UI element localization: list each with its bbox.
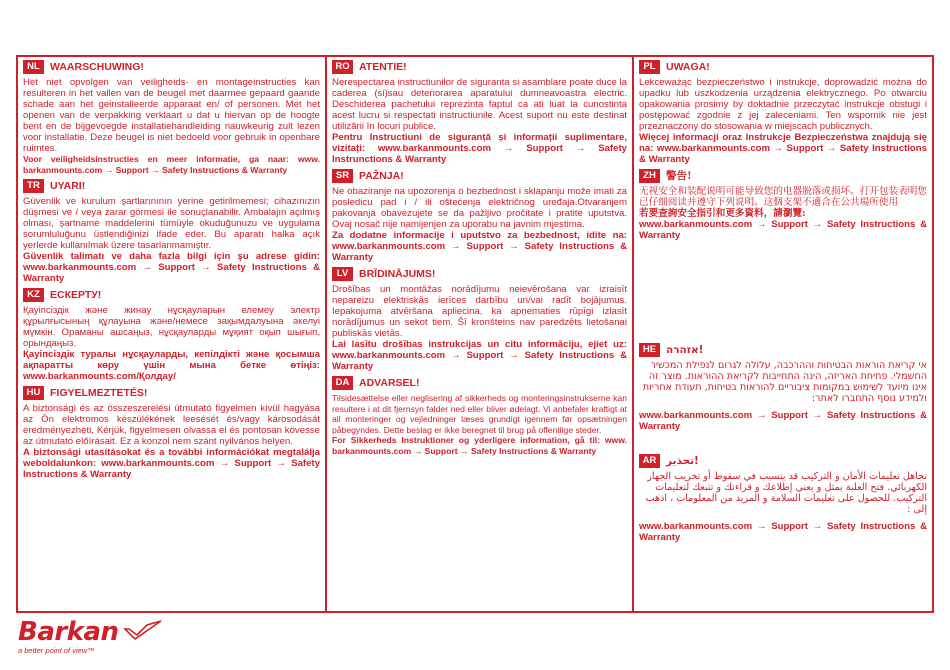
section-header: [332, 376, 627, 390]
safety-info-link[interactable]: Pentru Instructiuni de siguranță și informații suplimentare, vizitați: www.barkanmounts.com → Support → Safety Instrunctions & Warranty: [332, 132, 627, 165]
warning-title: ATENTIE!: [359, 61, 407, 73]
section-header: [23, 60, 320, 74]
warnings-column-2: [325, 57, 632, 611]
section-header: [639, 169, 927, 183]
language-code-badge: PL: [639, 60, 660, 74]
warning-title: UYARI!: [50, 180, 86, 193]
warning-body-text: تجاهل تعليمات الأمان و التركيب قد يتسبب في سقوط أو تخريب الجهاز الكهربائي. فتح العلبة يمثل و يعني إطلاعك و قراءتك و تتبعك لتعليمات التركيب. للحصول على تعليمات السلامة و المزيد من المعلومات ، اذهب إلى :: [645, 471, 927, 515]
section-header: [332, 267, 627, 281]
warning-body-text: Ne obaziranje na upozorenja o bezbednost i sklapanju može imati za posledicu pad i / ili oštećenja električnog uređaja.Otvaranjem pakovanja obavezujete se da pažljivo pročitate i pratite uputstva. Ovaj nosač nije namijenjen za uporabu na javnim mjestima.: [332, 186, 627, 230]
warning-body-text: Tilsidesættelse eller neglisering af sikkerheds og monteringsinstrukserne kan resultere i at dit fjernsyn falder ned eller bliver ødelagt. Vi anbefaler kraftigt at all monteringer og vejledninger læses grundigt igennem før opsætningen påbegyndes. Dette beslag er ikke beregnet til brug på offentlige steder.: [332, 393, 627, 435]
section-header: [639, 60, 927, 74]
section-header: [332, 60, 627, 74]
warning-section-da: [332, 376, 627, 457]
warning-section-tr: [23, 179, 320, 284]
warning-title: PAŽNJA!: [359, 170, 404, 182]
warning-section-ar: [639, 454, 927, 543]
language-code-badge: HE: [639, 343, 660, 357]
warning-body-text: Het niet opvolgen van veiligheids- en montageinstructies kan resulteren in het vallen van de beugel met daarmee gepaard gaande schade aan het geinstalleerde apparaat en/ of personen. Met het openen van de verpakking verklaart u dat u hiervan op de hoogte bent en de bijgevoegde installatiehandleiding nauwkeurig zult lezen voor installatie. Deze beugel is niet bedoeld voor gebruik in openbare ruimtes.: [23, 77, 320, 154]
safety-info-link[interactable]: Więcej informacji oraz Instrukcje Bezpieczeństwa znajdują się na: www.barkanmounts.com → Support → Safety Instructions & Warranty: [639, 132, 927, 165]
warning-section-ro: [332, 60, 627, 165]
section-header: [23, 288, 320, 302]
warning-body-text: אי קריאת הוראות הבטיחות וההרכבה, עלולה לגרום לנפילת המכשיר החשמלי. פתיחת האריזה, הינה התחייבות לקריאת ההוראות. מוצר זה אינו מיועד לשימוש במקומות ציבוריים להוראות בטיחות, תעודת אחריות ולמידע נוסף התחברו לאתר:: [642, 360, 927, 404]
language-code-badge: RO: [332, 60, 353, 74]
warning-title: FIGYELMEZTETÉS!: [50, 387, 148, 400]
language-code-badge: LV: [332, 267, 353, 281]
warning-section-sr: [332, 169, 627, 263]
warning-body-text: Lekceważąc bezpieczeństwo i instrukcje, doprowadzić można do upadku lub uszkodzenia urządzenia elektrycznego. Po otwarciu opakowania prosimy by doktadnie przeczytać instrukcje obstugi i postępować zgodnie z jej zaleceniami. Ten wspornik nie jest przeznaczony do stosowania w miejscach publicznych.: [639, 77, 927, 132]
warning-section-kz: [23, 288, 320, 382]
warning-title: !تحذير: [666, 455, 699, 467]
safety-info-link[interactable]: Lai lasītu drošības instrukcijas un citu informāciju, ejiet uz: www.barkanmounts.com → Support → Safety Instructions & Warranty: [332, 339, 627, 372]
warning-body-text: Қауіпсіздік және жинау нұсқауларын елемеу электр құрылғысының құлауына және/немесе зақымдалуына әкелуі мүмкін. Ораманы ашсаңыз, нұсқауларды мұқият оқып шығып, орындаңыз.: [23, 305, 320, 350]
warning-section-nl: [23, 60, 320, 175]
logo-tagline: a better point of view™: [18, 646, 95, 655]
warning-title: ADVARSEL!: [359, 377, 420, 389]
warning-title: !אזהרה: [666, 344, 704, 356]
barkan-logo: [18, 617, 119, 655]
section-header: [332, 169, 627, 183]
warning-body-text: Drošības un montāžas norādījumu neievērošana var izraisīt nepareizu elektriskās ierīces darbību un/vai radīt bojājumus. Iepakojuma atvēršana apliecina, ka apņematies rūpīgi izlasīt norādījumus un sekot tiem. Šī kronšteins nav paredzēts lietošanai publiskās vietās.: [332, 284, 627, 339]
language-code-badge: KZ: [23, 288, 44, 302]
warning-section-zh: [639, 169, 927, 307]
warning-title: WAARSCHUWING!: [50, 61, 144, 73]
language-code-badge: ZH: [639, 169, 660, 183]
warning-body-text: 无视安全和装配说明可能导致您的电器脱落或损坏。打开包装表明您已仔细阅读并遵守下列说明。这個支架不適合在公共場所使用: [639, 186, 927, 208]
logo-wordmark: Barkan: [18, 617, 119, 647]
info-lead-text: 若要查詢安全指引和更多資料，請瀏覽:: [639, 208, 806, 219]
language-code-badge: NL: [23, 60, 44, 74]
warning-body-text: Nerespectarea instructiunilor de siguranta si asamblare poate duce la caderea (si)sau deteriorarea aparatului dumneavoastra electric. Deschiderea pachetului reprezinta faptul ca ati luat la cunostinta acest lucru si respectati instructiunile. Acest suport nu este destinat utilizării în locuri publice.: [332, 77, 627, 132]
safety-info-link[interactable]: Za dodatne informacije i uputstvo za bezbednost, idite na: www.barkanmounts.com → Support → Safety Instructions & Warranty: [332, 230, 627, 263]
warnings-column-3: [632, 57, 932, 611]
safety-info-link[interactable]: www.barkanmounts.com → Support → Safety Instructions & Warranty: [639, 521, 927, 543]
warning-body-text: Güvenlik ve kurulum şartlarınının yerine getirilmemesi; cihazınızın düşmesi ve / veya zarar görmesi ile sonuçlanabilir. Ambalajın açılmış olması, şartname maddelerini tümüyle okuduğunuzu ve uygulama sorumluluğunu üstlendiğinizi ifade eder. Bu aparatı halka açık yerlerde kullanılmak üzere tasarlanmamıştır.: [23, 196, 320, 252]
language-code-badge: TR: [23, 179, 44, 193]
logo-swoosh-icon: [121, 619, 165, 641]
language-code-badge: HU: [23, 386, 44, 400]
section-header: [23, 179, 320, 193]
section-header: [639, 343, 927, 357]
warnings-column-1: [18, 57, 325, 611]
warning-title: UWAGA!: [666, 61, 710, 73]
safety-info-link[interactable]: Güvenlik talimatı ve daha fazla bilgi için şu adrese gidin: www.barkanmounts.com → Support → Safety Instructions & Warranty: [23, 251, 320, 285]
safety-info-link[interactable]: www.barkanmounts.com → Support → Safety Instructions & Warranty: [639, 410, 927, 432]
warning-title: ЕСКЕРТУ!: [50, 289, 102, 302]
warning-title: 警告!: [666, 170, 692, 182]
safety-info-link[interactable]: www.barkanmounts.com → Support → Safety Instructions & Warranty: [639, 219, 927, 241]
section-header: [639, 454, 927, 468]
warnings-frame: [16, 55, 934, 613]
safety-info-link[interactable]: Қауіпсіздік туралы нұсқауларды, кепілдікті және қосымша ақпаратты көру үшін мына бетке өтіңіз: www.barkanmounts.com/Қолдау/: [23, 349, 320, 383]
warning-section-hu: [23, 386, 320, 480]
language-code-badge: DA: [332, 376, 353, 390]
safety-info-link[interactable]: Voor veiligheidsinstructies en meer informatie, ga naar: www. barkanmounts.com → Support → Safety Instructions & Warranty: [23, 154, 320, 175]
warning-section-lv: [332, 267, 627, 372]
safety-info-link[interactable]: A biztonsági utasításokat és a további információkat megtalálja weboldalunkon: www.barkanmounts.com → Support → Safety Instructions & Warranty: [23, 447, 320, 481]
warning-section-pl: [639, 60, 927, 165]
warning-body-text: A biztonsági és az összeszerelési útmutató figyelmen kívül hagyása az Ön elektromos készülékének leesését és/vagy károsodását eredményezheti. Kérjük, figyelmesen olvassa el és pontosan kövesse az útmutató előírásait. Ez a konzol nem szánt nyilvános helyen.: [23, 403, 320, 448]
warning-title: BRĪDINĀJUMS!: [359, 268, 436, 280]
language-code-badge: AR: [639, 454, 660, 468]
section-header: [23, 386, 320, 400]
language-code-badge: SR: [332, 169, 353, 183]
warning-section-he: [639, 343, 927, 432]
safety-info-link[interactable]: For Sikkerheds Instruktioner og yderligere information, gå til: www. barkanmounts.com → Support → Safety Instructions & Warranty: [332, 435, 627, 456]
